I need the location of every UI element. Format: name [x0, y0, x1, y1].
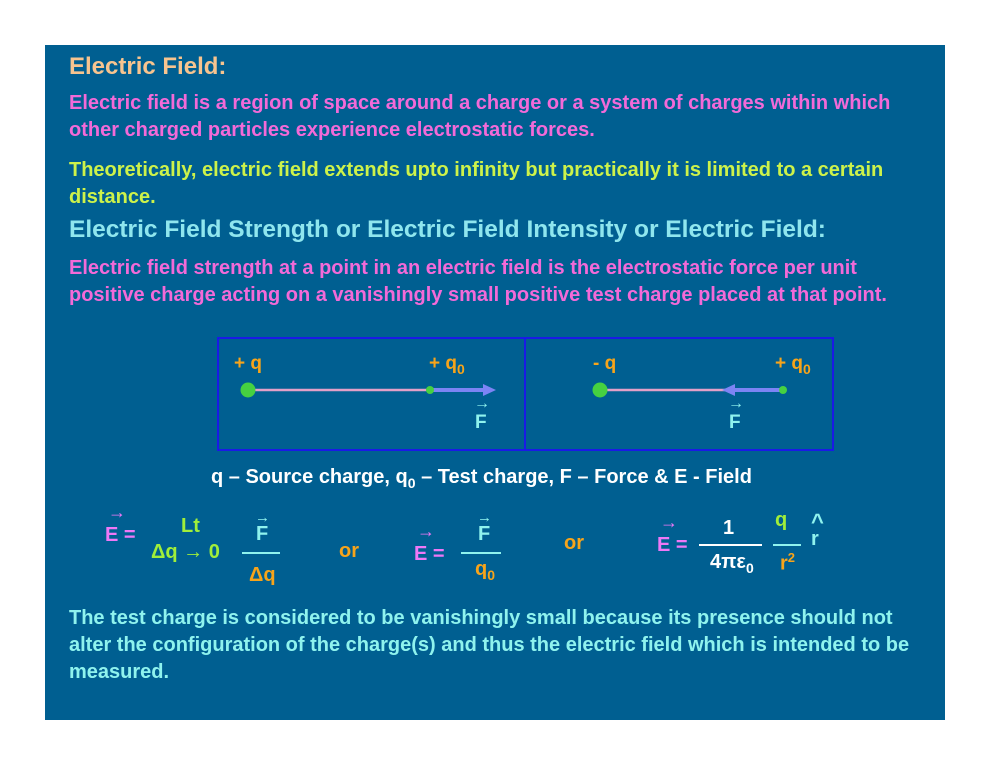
formula1-vector-arrow: →: [255, 509, 270, 526]
formula1-limit-bottom: Δq → 0: [151, 541, 220, 563]
formula3-numerator1: 1: [723, 517, 735, 539]
force-vector-arrow-right: →: [728, 395, 744, 412]
legend-line: q – Source charge, $q_0$ – Test charge, F – Force & E - Field: [211, 466, 752, 491]
formula2-denominator: $q_0$: [475, 558, 496, 583]
theory-paragraph: Theoretically, electric field extends upto infinity but practically it is limited to a certain distance.: [69, 159, 884, 208]
source-charge-left: [241, 383, 256, 398]
unit-vector-hat: ^: [811, 509, 824, 534]
definition-paragraph: Electric field is a region of space around a charge or a system of charges within which other charged particles experience electrostatic forces.: [69, 92, 891, 141]
formula3-denominator2: $r^2$: [780, 550, 796, 575]
formula2-fraction-bar: [461, 552, 501, 554]
source-charge-label-right: - q: [593, 353, 617, 374]
test-charge-label-right: + $q_0$: [775, 353, 811, 377]
force-label-right: F: [729, 412, 741, 433]
or-2: or: [564, 532, 584, 554]
formula1-limit-top: Lt: [181, 515, 200, 537]
formula3-fraction-bar2: [773, 544, 801, 546]
force-label-left: F: [475, 412, 487, 433]
formula1-numerator: F: [256, 523, 269, 545]
test-charge-label-left: + $q_0$: [429, 353, 465, 377]
or-1: or: [339, 540, 359, 562]
formula3-lhs: → E =: [657, 512, 688, 556]
note-paragraph: The test charge is considered to be vanishingly small because its presence should not alter the configuration of the charge(s) and thus the electric field which is intended to be measured.: [69, 607, 910, 683]
force-vector-arrow-left: →: [474, 395, 490, 412]
formula2-lhs: → E =: [414, 521, 445, 565]
strength-paragraph: Electric field strength at a point in an electric field is the electrostatic force per unit positive charge acting on a vanishingly small positive test charge placed at that point.: [69, 257, 887, 306]
formula1-lhs: → E =: [105, 502, 136, 546]
slide: [45, 45, 945, 720]
formula3-fraction-bar1: [699, 544, 762, 546]
formula2-numerator: F: [478, 523, 491, 545]
heading-field-strength: Electric Field Strength or Electric Field Intensity or Electric Field:: [69, 216, 826, 243]
formula1-fraction-bar: [242, 552, 280, 554]
test-charge-left: [426, 386, 434, 394]
formula2-vector-arrow: →: [477, 509, 492, 526]
unit-vector-r: r: [811, 528, 819, 550]
heading-electric-field: Electric Field:: [69, 53, 227, 80]
formula3-numerator2: q: [775, 509, 788, 531]
formula3-denominator1: $4\pi\varepsilon_0$: [710, 551, 754, 576]
source-charge-label-left: + q: [234, 353, 262, 374]
test-charge-right: [779, 386, 787, 394]
formula1-denominator: Δq: [249, 564, 276, 586]
source-charge-right: [593, 383, 608, 398]
